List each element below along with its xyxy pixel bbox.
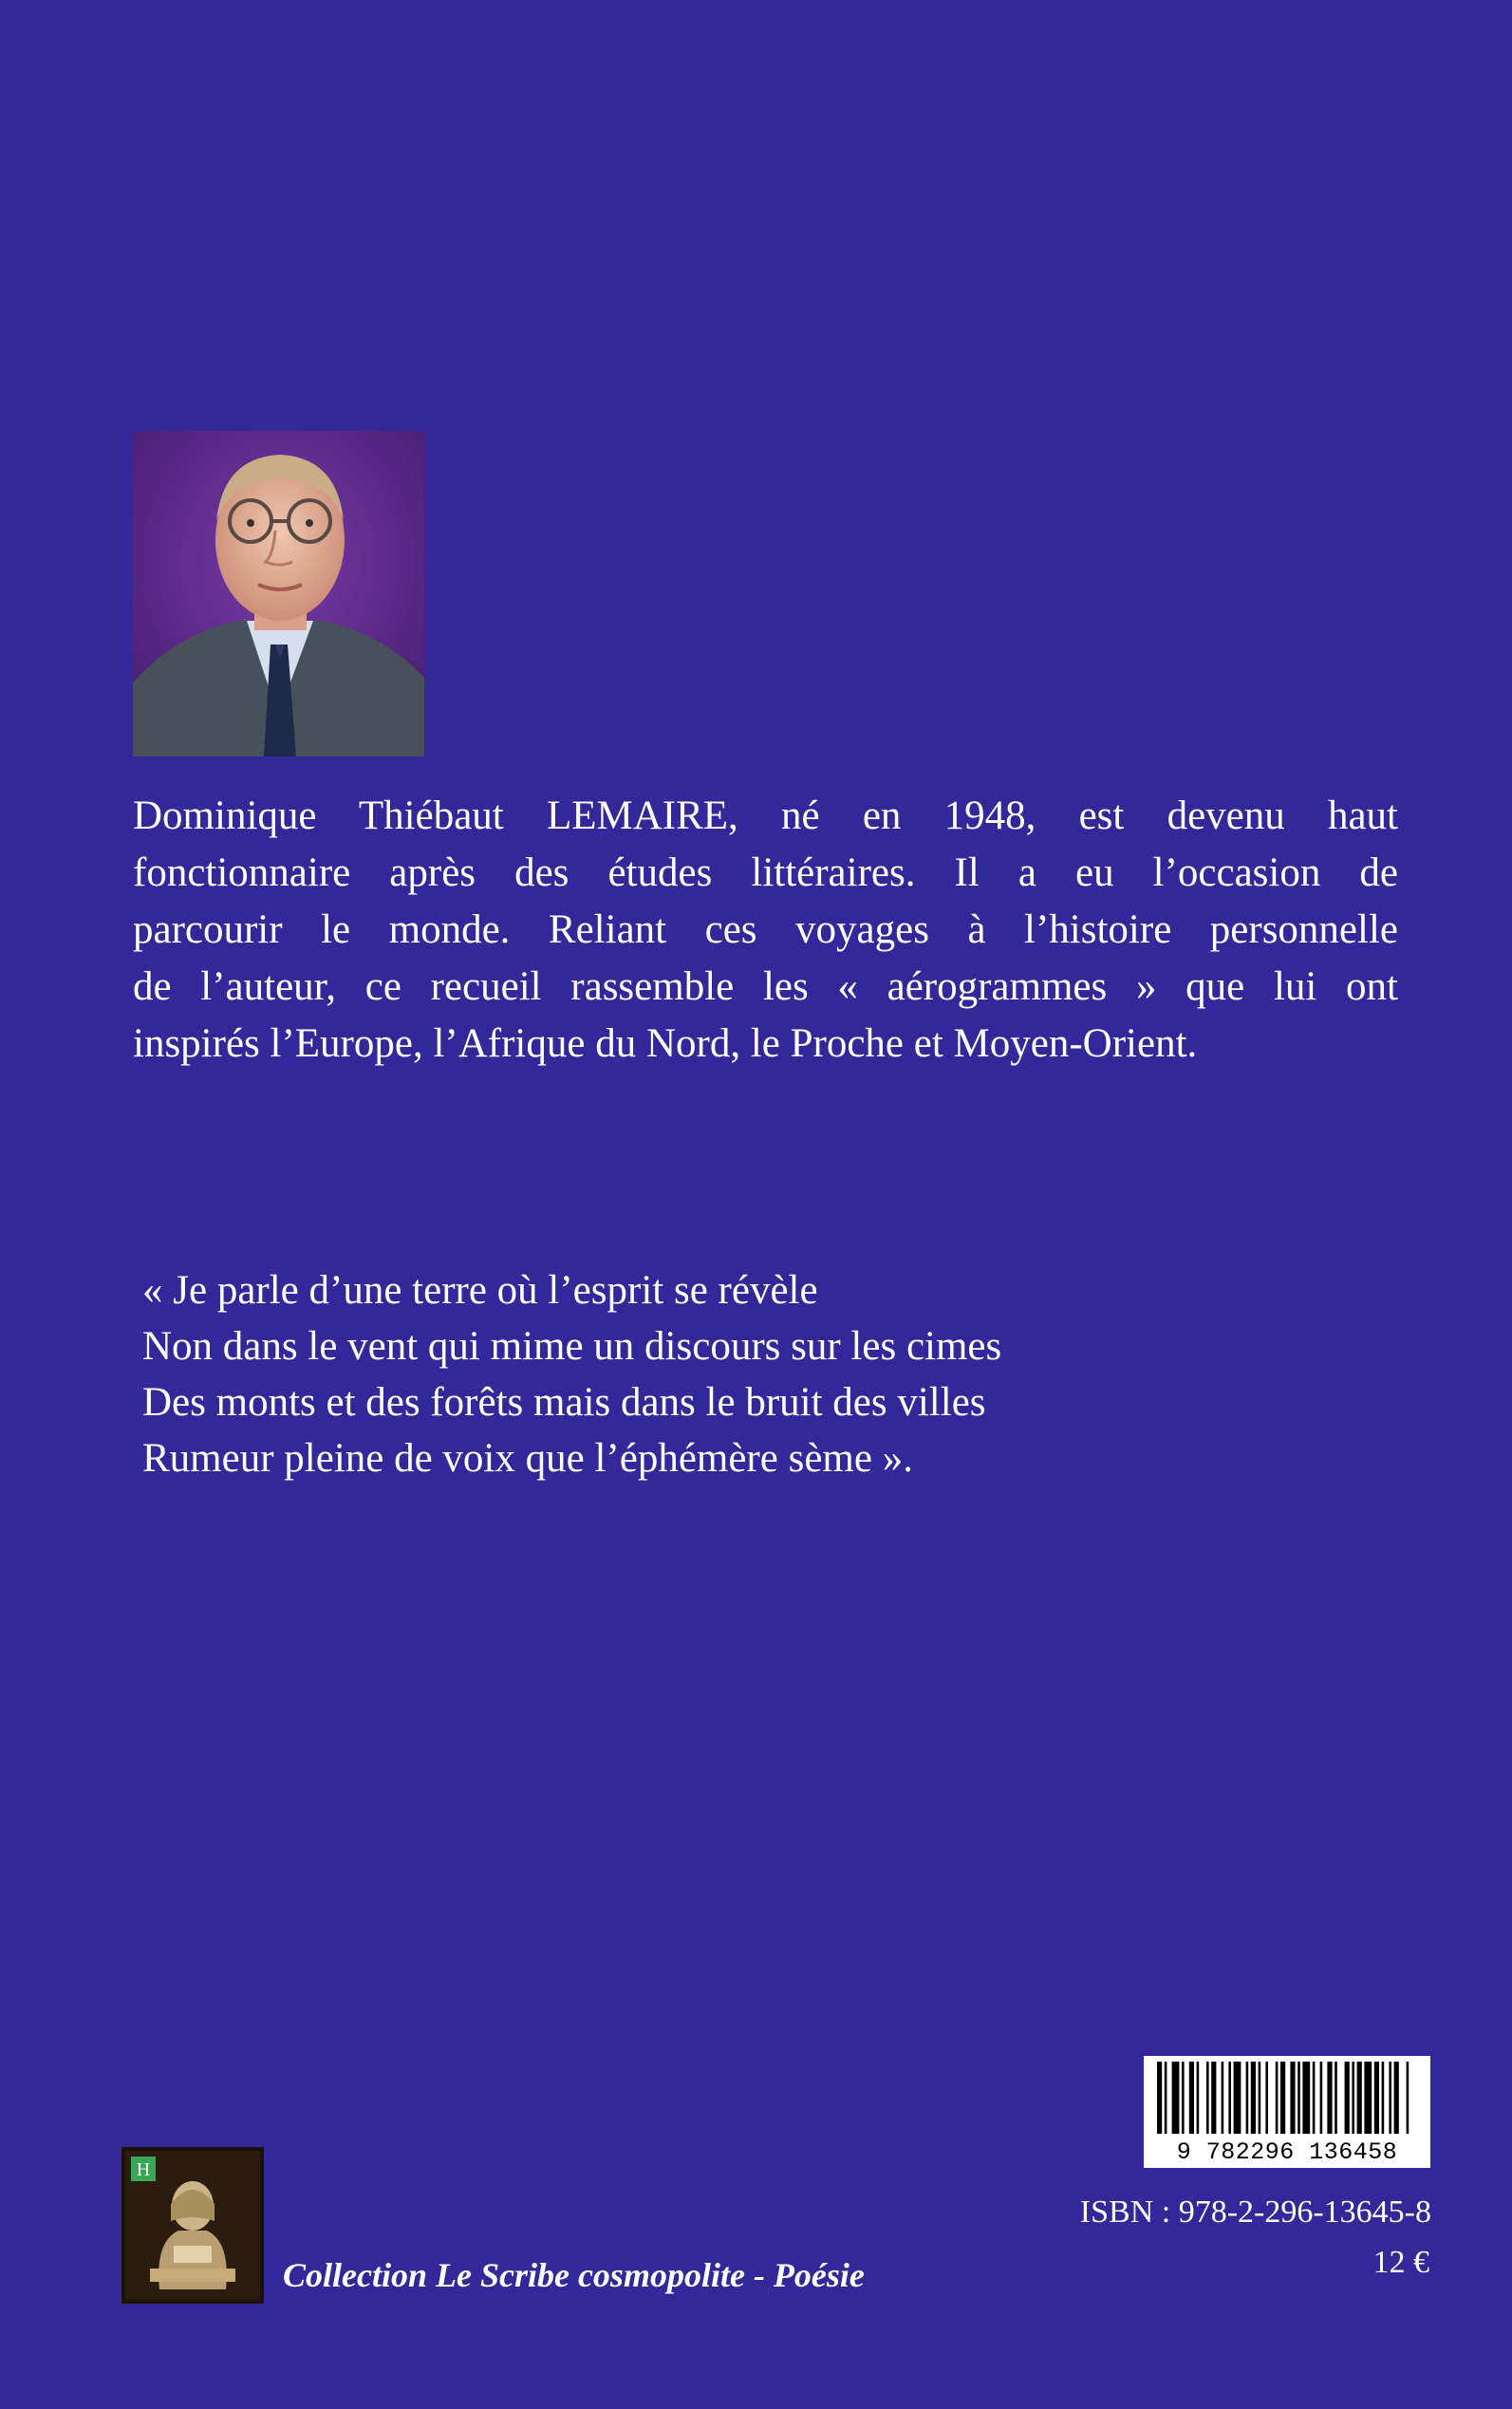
- barcode-bar: [1302, 2062, 1310, 2134]
- author-portrait: [133, 431, 424, 756]
- barcode-bar: [1228, 2062, 1231, 2134]
- barcode-bar: [1407, 2062, 1409, 2134]
- barcode-bar: [1157, 2062, 1162, 2134]
- barcode-bar: [1290, 2062, 1295, 2134]
- bio-line: Dominique Thiébaut LEMAIRE, né en 1948, est devenu haut: [133, 794, 1398, 838]
- poem-line: « Je parle d’une terre où l’esprit se révèle: [142, 1268, 818, 1313]
- poem-excerpt: [142, 1262, 1329, 1486]
- barcode-bars: [1144, 2056, 1430, 2136]
- barcode-bar: [1320, 2062, 1323, 2134]
- barcode-bar: [1211, 2062, 1216, 2134]
- barcode-bar: [1259, 2062, 1261, 2134]
- price: 12 €: [1372, 2245, 1429, 2280]
- barcode-bar: [1276, 2062, 1279, 2134]
- barcode-bar: [1389, 2062, 1391, 2134]
- barcode-bar: [1246, 2062, 1249, 2134]
- collection-name: Collection Le Scribe cosmopolite - Poésie: [283, 2256, 865, 2294]
- barcode-bar: [1335, 2062, 1337, 2134]
- barcode-bar: [1374, 2062, 1379, 2134]
- barcode-bar: [1394, 2062, 1399, 2134]
- bio-line: inspirés l’Europe, l’Afrique du Nord, le Proche et Moyen-Orient.: [133, 1021, 1198, 1066]
- bio-line: fonctionnaire après des études littéraires. Il a eu l’occasion de: [133, 850, 1398, 895]
- barcode-bar: [1327, 2062, 1332, 2134]
- poem-line: Rumeur pleine de voix que l’éphémère sème ».: [142, 1436, 913, 1481]
- barcode-bar: [1189, 2062, 1194, 2134]
- collection-logo: [121, 2147, 264, 2304]
- isbn-barcode: [1144, 2056, 1430, 2168]
- isbn-number: ISBN : 978-2-296-13645-8: [1079, 2194, 1431, 2230]
- barcode-digits: 9 782296 136458: [1176, 2138, 1398, 2166]
- barcode-bar: [1364, 2062, 1372, 2134]
- author-biography: [133, 788, 1398, 1073]
- barcode-bar: [1345, 2062, 1350, 2134]
- barcode-bar: [1357, 2062, 1362, 2134]
- poem-line: Des monts et des forêts mais dans le bruit des villes: [142, 1380, 986, 1425]
- barcode-bar: [1165, 2062, 1167, 2134]
- barcode-bar: [1251, 2062, 1256, 2134]
- barcode-bar: [1197, 2062, 1200, 2134]
- barcode-bar: [1280, 2062, 1285, 2134]
- barcode-bar: [1172, 2062, 1180, 2134]
- barcode-bar: [1265, 2062, 1268, 2134]
- collection-logo-mark: H: [136, 2159, 151, 2180]
- barcode-bar: [1297, 2062, 1300, 2134]
- barcode-bar: [1313, 2062, 1316, 2134]
- barcode-bar: [1352, 2062, 1354, 2134]
- barcode-bar: [1206, 2062, 1209, 2134]
- barcode-bar: [1234, 2062, 1241, 2134]
- barcode-bar: [1222, 2062, 1224, 2134]
- barcode-bar: [1382, 2062, 1385, 2134]
- barcode-bar: [1182, 2062, 1185, 2134]
- bio-line: parcourir le monde. Reliant ces voyages à l’histoire personnelle: [133, 907, 1398, 952]
- poem-line: Non dans le vent qui mime un discours sur les cimes: [142, 1324, 1002, 1369]
- bio-line: de l’auteur, ce recueil rassemble les « aérogrammes » que lui ont: [133, 964, 1398, 1009]
